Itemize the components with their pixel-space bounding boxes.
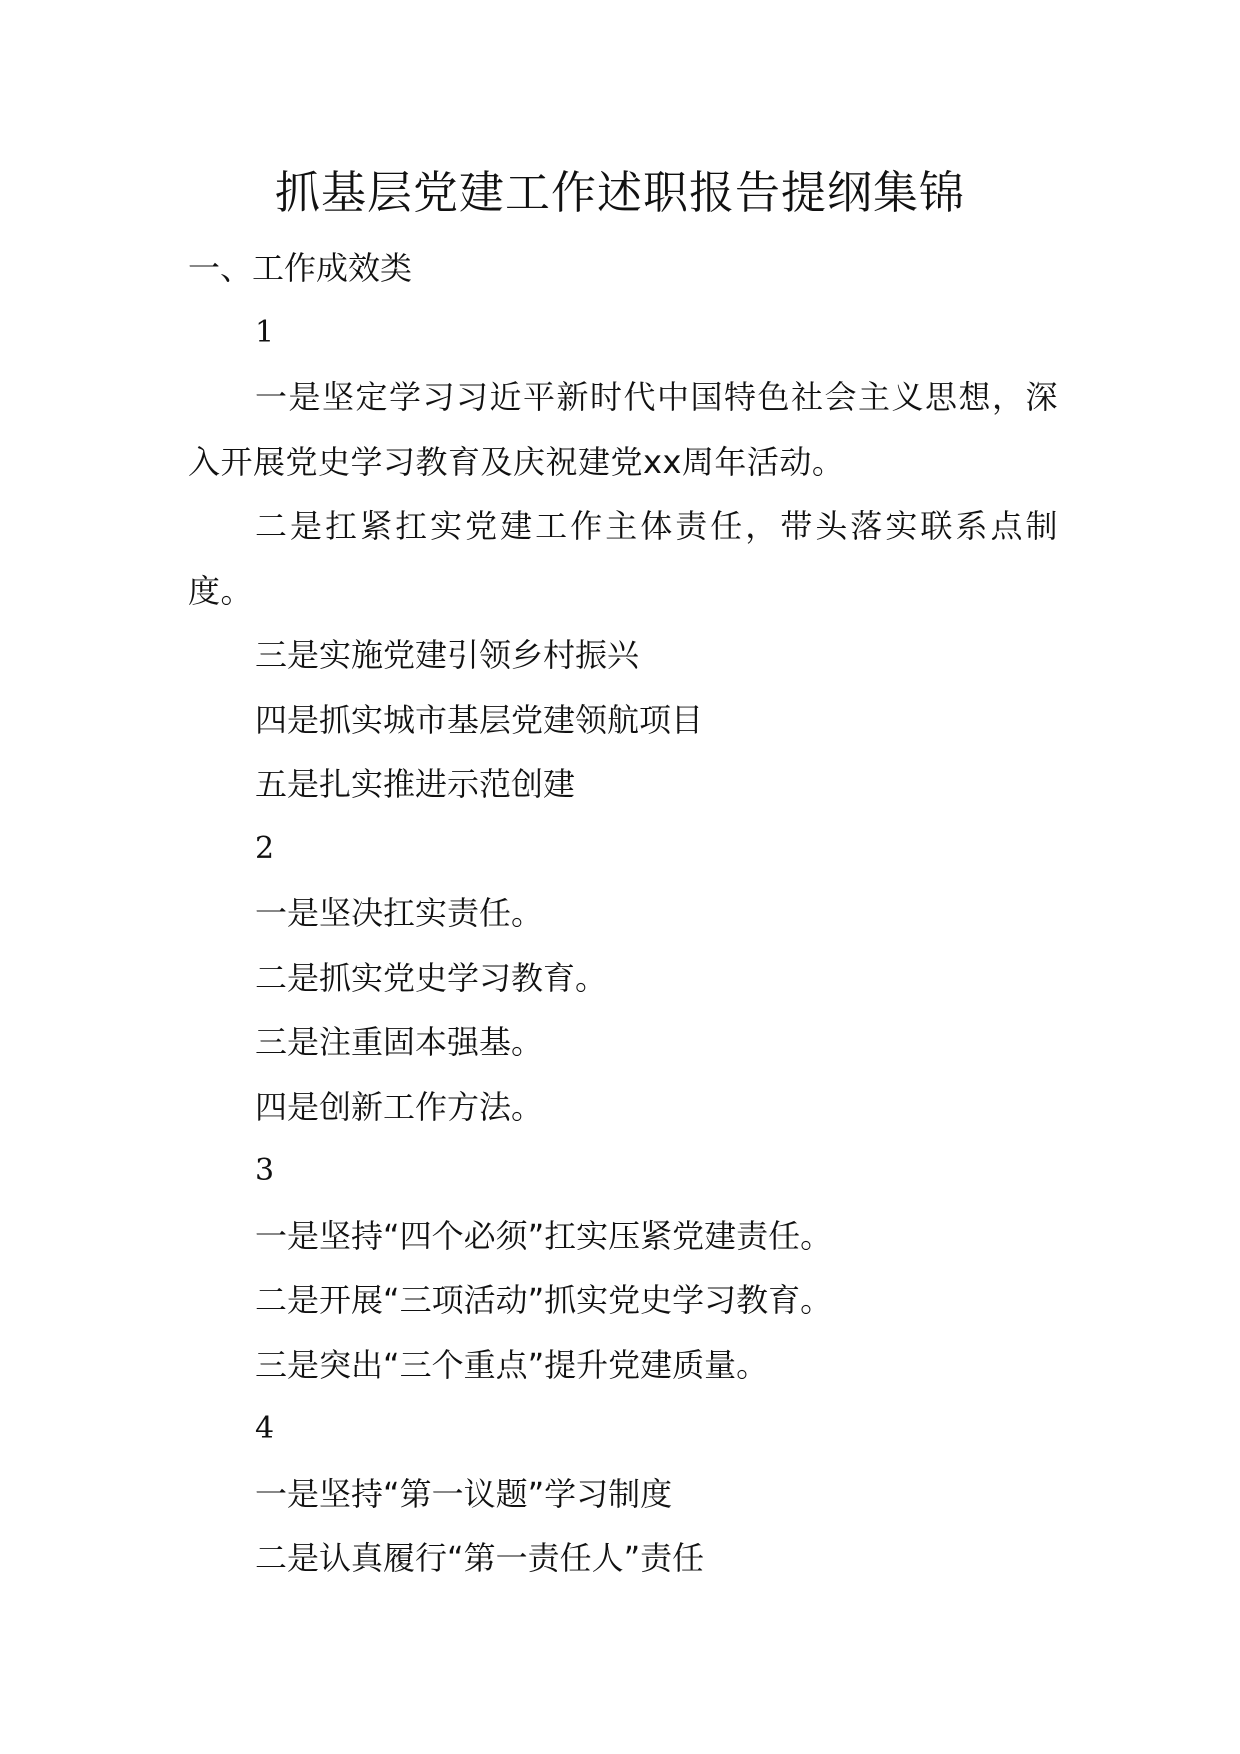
list-item: 五是扎实推进示范创建 [255,765,576,803]
document-body [188,236,1058,1591]
list-item: 一是坚决扛实责任。 [255,894,544,932]
list-item: 一是坚定学习习近平新时代中国特色社会主义思想，深入开展党史学习教育及庆祝建党xx周年活动。 [188,378,1058,481]
list-item: 二是开展“三项活动”抓实党史学习教育。 [255,1281,833,1319]
group-number: 4 [255,1411,275,1446]
group-number: 1 [255,314,275,350]
list-item: 二是扛紧扛实党建工作主体责任，带头落实联系点制度。 [188,507,1058,610]
list-item: 一是坚持“第一议题”学习制度 [255,1474,673,1513]
list-item: 四是创新工作方法。 [255,1087,544,1126]
list-item: 三是实施党建引领乡村振兴 [255,636,640,674]
group-number: 3 [255,1153,275,1188]
section-heading: 一、工作成效类 [188,249,413,287]
list-item: 四是抓实城市基层党建领航项目 [255,700,704,739]
list-item: 二是认真履行“第一责任人”责任 [255,1539,705,1577]
group-number: 2 [255,830,275,866]
list-item: 三是突出“三个重点”提升党建质量。 [255,1345,769,1384]
list-item: 二是抓实党史学习教育。 [255,958,608,997]
document-title: 抓基层党建工作述职报告提纲集锦 [274,166,965,219]
list-item: 一是坚持“四个必须”扛实压紧党建责任。 [255,1216,833,1255]
list-item: 三是注重固本强基。 [255,1023,544,1061]
